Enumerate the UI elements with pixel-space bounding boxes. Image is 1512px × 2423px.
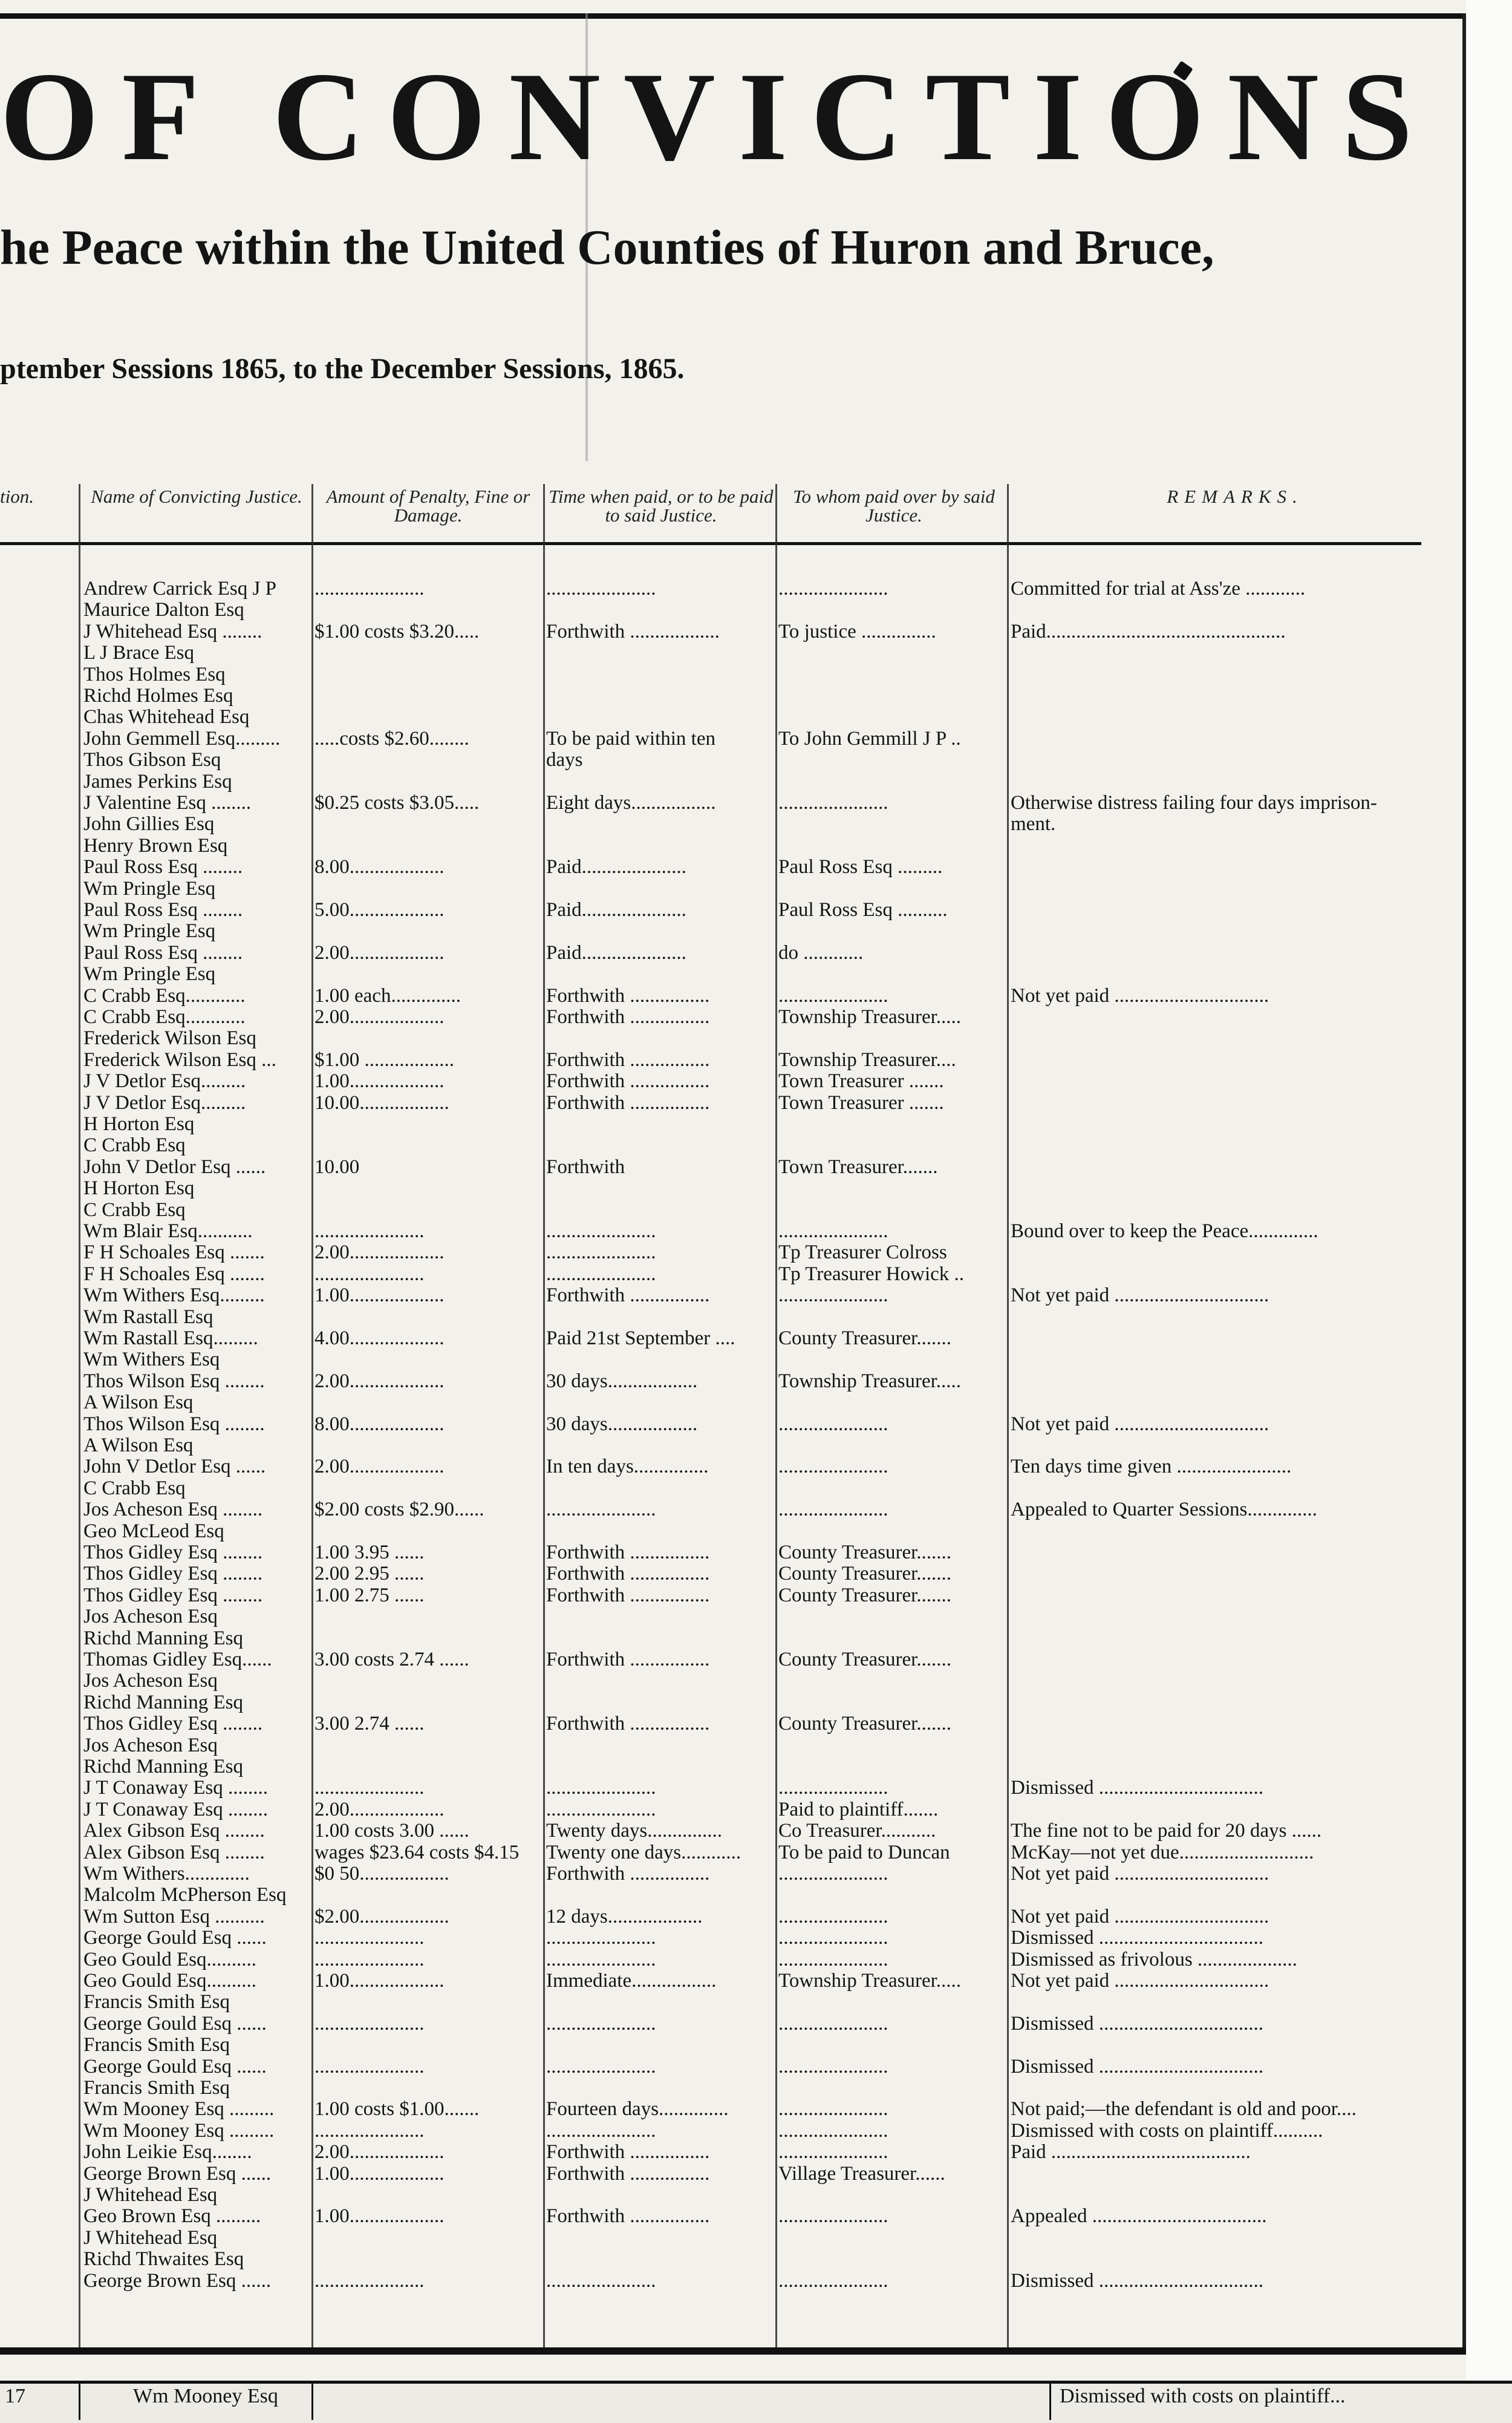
table-cell-whom: ...................... [778, 578, 888, 600]
header-offence: tion. [0, 486, 34, 507]
table-cell-whom: ...................... [778, 2056, 888, 2078]
table-cell-whom: Tp Treasurer Colross [778, 1241, 947, 1263]
table-cell-whom: County Treasurer....... [778, 1649, 952, 1670]
table-cell-time: ...................... [546, 1241, 656, 1263]
table-cell-amount: 2.00................... [314, 1241, 445, 1263]
table-cell-justice: George Gould Esq ...... [83, 2056, 267, 2078]
table-cell-amount: 1.00 costs 3.00 ...... [314, 1820, 469, 1842]
column-divider [311, 484, 313, 2347]
table-cell-time: Forthwith ................ [546, 1092, 710, 1114]
table-cell-amount: ...................... [314, 2056, 425, 2078]
table-cell-justice: George Gould Esq ...... [83, 1927, 267, 1949]
header-remarks: REMARKS. [1167, 486, 1303, 507]
table-cell-justice: J Whitehead Esq [83, 2227, 218, 2249]
table-cell-time: Forthwith ................ [546, 1584, 710, 1606]
table-cell-remarks: Ten days time given ....................... [1011, 1456, 1292, 1477]
table-cell-amount: 1.00 2.75 ...... [314, 1584, 425, 1606]
table-cell-time: Forthwith ................ [546, 1542, 710, 1563]
footer-number: 17 [5, 2385, 25, 2407]
table-cell-justice: Richd Manning Esq [83, 1627, 243, 1649]
table-cell-amount: 1.00 3.95 ...... [314, 1542, 425, 1563]
table-cell-amount: 3.00 costs 2.74 ...... [314, 1649, 469, 1670]
table-cell-amount: 1.00................... [314, 2205, 445, 2227]
table-cell-remarks: McKay—not yet due........................... [1011, 1842, 1314, 1863]
page-margin [1466, 0, 1512, 2420]
table-cell-amount: $2.00.................. [314, 1906, 449, 1928]
header-justice: Name of Convicting Justice. [91, 486, 302, 507]
table-cell-remarks: Paid ........................................ [1011, 2141, 1251, 2163]
table-cell-remarks: Paid................................................ [1011, 621, 1286, 643]
table-cell-justice: Richd Thwaites Esq [83, 2248, 244, 2270]
table-cell-time: Forthwith ................ [546, 2141, 710, 2163]
table-cell-justice: Geo Gould Esq.......... [83, 1949, 256, 1970]
table-cell-justice: A Wilson Esq [83, 1391, 194, 1413]
table-cell-time: days [546, 749, 583, 771]
table-cell-amount: 2.00 2.95 ...... [314, 1563, 425, 1584]
table-cell-time: 12 days................... [546, 1906, 703, 1928]
page-title: OF CONVICTIONS [0, 47, 1436, 187]
table-cell-whom: ...................... [778, 1777, 888, 1799]
table-cell-justice: Francis Smith Esq [83, 2034, 230, 2056]
table-cell-time: Forthwith ................ [546, 1006, 710, 1028]
table-cell-whom: County Treasurer....... [778, 1542, 952, 1563]
table-cell-whom: County Treasurer....... [778, 1584, 952, 1606]
table-cell-time: To be paid within ten [546, 728, 715, 750]
table-cell-amount: 2.00................... [314, 1006, 445, 1028]
table-cell-whom: Township Treasurer.... [778, 1049, 956, 1071]
table-cell-whom: Village Treasurer...... [778, 2163, 945, 2185]
table-cell-whom: To justice ............... [778, 621, 936, 643]
table-cell-justice: Geo Gould Esq.......... [83, 1970, 256, 1992]
table-cell-whom: ...................... [778, 985, 888, 1007]
table-cell-whom: ...................... [778, 1949, 888, 1970]
table-cell-whom: ...................... [778, 1906, 888, 1928]
table-cell-whom: ...................... [778, 1863, 888, 1885]
table-cell-time: Forthwith ................ [546, 1070, 710, 1092]
table-cell-justice: George Brown Esq ...... [83, 2270, 272, 2292]
table-cell-amount: ...................... [314, 2270, 425, 2292]
table-cell-remarks: Not yet paid ............................... [1011, 1906, 1269, 1928]
table-cell-justice: Wm Blair Esq........... [83, 1220, 253, 1242]
table-cell-justice: J V Detlor Esq......... [83, 1070, 246, 1092]
table-cell-remarks: Not yet paid ............................... [1011, 1284, 1269, 1306]
table-cell-amount: $1.00 .................. [314, 1049, 454, 1071]
table-cell-amount: $0.25 costs $3.05..... [314, 792, 480, 814]
header-rule [0, 542, 1421, 545]
table-cell-justice: Henry Brown Esq [83, 835, 228, 857]
table-cell-amount: 1.00 each.............. [314, 985, 461, 1007]
table-cell-whom: Town Treasurer ....... [778, 1070, 944, 1092]
table-cell-amount: wages $23.64 costs $4.15 [314, 1842, 520, 1863]
table-cell-justice: J Whitehead Esq ........ [83, 621, 262, 643]
table-cell-amount: 2.00................... [314, 2141, 445, 2163]
table-cell-whom: ...................... [778, 2098, 888, 2120]
table-cell-justice: Wm Pringle Esq [83, 920, 216, 942]
table-cell-justice: Richd Holmes Esq [83, 685, 233, 707]
table-cell-justice: John Leikie Esq........ [83, 2141, 252, 2163]
table-cell-time: Forthwith ................ [546, 1284, 710, 1306]
table-cell-time: Paid..................... [546, 899, 686, 921]
table-cell-justice: Alex Gibson Esq ........ [83, 1820, 265, 1842]
table-cell-whom: ...................... [778, 2120, 888, 2142]
table-cell-justice: J Whitehead Esq [83, 2184, 218, 2206]
table-cell-amount: 1.00................... [314, 1070, 445, 1092]
table-cell-time: ...................... [546, 1927, 656, 1949]
table-cell-justice: J Valentine Esq ........ [83, 792, 252, 814]
table-cell-amount: $0 50.................. [314, 1863, 449, 1885]
table-cell-justice: Francis Smith Esq [83, 2077, 230, 2099]
table-cell-justice: C Crabb Esq [83, 1134, 186, 1156]
table-cell-remarks: Committed for trial at Ass'ze ............ [1011, 578, 1306, 600]
table-cell-justice: Wm Withers Esq [83, 1349, 220, 1370]
table-cell-amount: 10.00 [314, 1156, 360, 1178]
table-cell-justice: Chas Whitehead Esq [83, 706, 250, 728]
table-cell-time: Forthwith ................ [546, 2163, 710, 2185]
table-cell-amount: ...................... [314, 1777, 425, 1799]
table-cell-time: 30 days.................. [546, 1370, 698, 1392]
table-cell-time: ...................... [546, 578, 656, 600]
table-cell-justice: Wm Rastall Esq......... [83, 1327, 258, 1349]
table-cell-justice: Richd Manning Esq [83, 1756, 243, 1777]
table-cell-justice: C Crabb Esq............ [83, 1006, 246, 1028]
table-cell-whom: Town Treasurer....... [778, 1156, 938, 1178]
column-divider [79, 484, 80, 2347]
table-cell-amount: 1.00 costs $1.00....... [314, 2098, 480, 2120]
table-cell-amount: 2.00................... [314, 1456, 445, 1477]
table-cell-remarks: Dismissed ................................. [1011, 2270, 1264, 2292]
bottom-rule [0, 2347, 1466, 2355]
table-cell-whom: Paid to plaintiff....... [778, 1799, 939, 1820]
table-cell-whom: Tp Treasurer Howick .. [778, 1263, 965, 1285]
table-cell-time: Forthwith ................ [546, 1649, 710, 1670]
table-cell-time: Twenty days............... [546, 1820, 722, 1842]
table-cell-whom: ...................... [778, 1927, 888, 1949]
table-cell-justice: Paul Ross Esq ........ [83, 942, 243, 964]
table-cell-time: ...................... [546, 1499, 656, 1520]
table-cell-justice: Richd Manning Esq [83, 1692, 243, 1713]
table-cell-justice: Thos Gidley Esq ........ [83, 1563, 263, 1584]
table-cell-justice: Wm Withers Esq......... [83, 1284, 265, 1306]
table-cell-amount: 2.00................... [314, 1799, 445, 1820]
table-cell-amount: 1.00................... [314, 1284, 445, 1306]
table-cell-justice: F H Schoales Esq ....... [83, 1263, 265, 1285]
table-cell-amount: ...................... [314, 1949, 425, 1970]
table-cell-whom: ...................... [778, 1284, 888, 1306]
table-cell-time: Forthwith ................ [546, 1049, 710, 1071]
period-line: ptember Sessions 1865, to the December Sessions, 1865. [0, 353, 685, 385]
header-time: Time when paid, or to be paid to said Justice. [549, 486, 774, 526]
header-amount: Amount of Penalty, Fine or Damage. [326, 486, 530, 526]
table-cell-justice: Thos Holmes Esq [83, 664, 226, 685]
table-cell-justice: J V Detlor Esq......... [83, 1092, 246, 1114]
table-cell-justice: Paul Ross Esq ........ [83, 899, 243, 921]
table-cell-remarks: Appealed to Quarter Sessions.............. [1011, 1499, 1317, 1520]
table-cell-justice: George Brown Esq ...... [83, 2163, 272, 2185]
table-cell-time: Forthwith [546, 1156, 625, 1178]
table-cell-whom: To be paid to Duncan [778, 1842, 950, 1863]
table-cell-remarks: Dismissed ................................. [1011, 1777, 1264, 1799]
table-cell-whom: Paul Ross Esq .......... [778, 899, 948, 921]
table-cell-time: Paid..................... [546, 856, 686, 878]
table-cell-time: In ten days............... [546, 1456, 709, 1477]
table-cell-justice: Wm Pringle Esq [83, 878, 216, 900]
table-cell-justice: Jos Acheson Esq [83, 1670, 218, 1692]
table-cell-justice: Malcolm McPherson Esq [83, 1884, 287, 1906]
table-cell-remarks: Dismissed as frivolous .................... [1011, 1949, 1297, 1970]
table-cell-whom: Township Treasurer..... [778, 1370, 962, 1392]
table-cell-remarks: The fine not to be paid for 20 days ...... [1011, 1820, 1322, 1842]
table-cell-remarks: Otherwise distress failing four days imprison- [1011, 792, 1377, 814]
table-cell-whom: Township Treasurer..... [778, 1970, 962, 1992]
table-cell-justice: John V Detlor Esq ...... [83, 1456, 266, 1477]
table-cell-justice: Geo McLeod Esq [83, 1520, 224, 1542]
footer-remarks: Dismissed with costs on plaintiff... [1060, 2385, 1346, 2407]
table-cell-amount: 1.00................... [314, 2163, 445, 2185]
table-cell-justice: Thos Gidley Esq ........ [83, 1542, 263, 1563]
table-cell-justice: Thomas Gidley Esq...... [83, 1649, 272, 1670]
table-cell-whom: County Treasurer....... [778, 1563, 952, 1584]
table-cell-justice: Wm Mooney Esq ......... [83, 2098, 275, 2120]
table-cell-justice: H Horton Esq [83, 1177, 195, 1199]
table-cell-time: Fourteen days.............. [546, 2098, 729, 2120]
table-cell-amount: 8.00................... [314, 1413, 445, 1435]
table-cell-justice: James Perkins Esq [83, 771, 232, 793]
table-cell-whom: To John Gemmill J P .. [778, 728, 961, 750]
table-cell-whom: ...................... [778, 2013, 888, 2035]
table-cell-amount: ...................... [314, 2013, 425, 2035]
table-cell-time: Forthwith .................. [546, 621, 720, 643]
table-cell-justice: A Wilson Esq [83, 1434, 194, 1456]
table-cell-time: Paid 21st September .... [546, 1327, 735, 1349]
table-cell-remarks: ment. [1011, 813, 1056, 835]
table-cell-time: Forthwith ................ [546, 2205, 710, 2227]
header-whom: To whom paid over by said Justice. [793, 486, 995, 526]
table-cell-whom: Township Treasurer..... [778, 1006, 962, 1028]
table-cell-whom: ...................... [778, 1413, 888, 1435]
table-cell-justice: Alex Gibson Esq ........ [83, 1842, 265, 1863]
table-cell-remarks: Bound over to keep the Peace.............. [1011, 1220, 1318, 1242]
table-cell-justice: Geo Brown Esq ......... [83, 2205, 261, 2227]
right-border [1462, 13, 1466, 2349]
table-cell-time: ...................... [546, 2056, 656, 2078]
table-cell-time: Forthwith ................ [546, 985, 710, 1007]
table-cell-time: ...................... [546, 1799, 656, 1820]
table-cell-justice: Andrew Carrick Esq J P [83, 578, 276, 600]
table-cell-amount: ...................... [314, 1263, 425, 1285]
table-cell-amount: 1.00................... [314, 1970, 445, 1992]
table-cell-time: ...................... [546, 1777, 656, 1799]
table-cell-whom: County Treasurer....... [778, 1713, 952, 1735]
table-cell-remarks: Dismissed ................................. [1011, 2013, 1264, 2035]
table-cell-time: Forthwith ................ [546, 1563, 710, 1584]
table-cell-amount: 10.00.................. [314, 1092, 449, 1114]
table-cell-time: ...................... [546, 1949, 656, 1970]
page-subtitle: he Peace within the United Counties of Huron and Bruce, [0, 220, 1214, 275]
table-cell-amount: 3.00 2.74 ...... [314, 1713, 425, 1735]
table-cell-whom: Paul Ross Esq ......... [778, 856, 943, 878]
table-cell-justice: Wm Mooney Esq ......... [83, 2120, 275, 2142]
table-cell-amount: ...................... [314, 1220, 425, 1242]
table-cell-amount: ...................... [314, 1927, 425, 1949]
table-cell-remarks: Appealed ................................... [1011, 2205, 1267, 2227]
table-cell-justice: Jos Acheson Esq [83, 1606, 218, 1627]
table-cell-time: Eight days................. [546, 792, 716, 814]
table-cell-amount: ...................... [314, 2120, 425, 2142]
table-cell-justice: C Crabb Esq [83, 1199, 186, 1221]
table-cell-justice: Thos Gidley Esq ........ [83, 1584, 263, 1606]
table-cell-time: Forthwith ................ [546, 1713, 710, 1735]
table-cell-justice: Francis Smith Esq [83, 1991, 230, 2013]
table-cell-justice: Paul Ross Esq ........ [83, 856, 243, 878]
table-cell-amount: 8.00................... [314, 856, 445, 878]
table-cell-justice: J T Conaway Esq ........ [83, 1777, 268, 1799]
table-cell-remarks: Not yet paid ............................... [1011, 1863, 1269, 1885]
table-cell-justice: C Crabb Esq [83, 1477, 186, 1499]
table-cell-amount: 5.00................... [314, 899, 445, 921]
table-cell-whom: ...................... [778, 1220, 888, 1242]
table-cell-time: Paid..................... [546, 942, 686, 964]
table-cell-justice: John Gillies Esq [83, 813, 215, 835]
table-cell-remarks: Dismissed ................................. [1011, 2056, 1264, 2078]
table-cell-justice: C Crabb Esq............ [83, 985, 246, 1007]
table-cell-whom: Town Treasurer ....... [778, 1092, 944, 1114]
table-cell-time: Immediate................. [546, 1970, 717, 1992]
table-cell-remarks: Not yet paid ............................... [1011, 985, 1269, 1007]
table-cell-whom: Co Treasurer........... [778, 1820, 936, 1842]
table-cell-justice: Frederick Wilson Esq [83, 1027, 256, 1049]
table-cell-remarks: Dismissed ................................. [1011, 1927, 1264, 1949]
table-cell-whom: ...................... [778, 1499, 888, 1520]
table-cell-amount: $2.00 costs $2.90...... [314, 1499, 484, 1520]
table-cell-justice: L J Brace Esq [83, 642, 194, 664]
table-cell-justice: Thos Gibson Esq [83, 749, 221, 771]
table-cell-amount: $1.00 costs $3.20..... [314, 621, 480, 643]
table-cell-amount: 2.00................... [314, 1370, 445, 1392]
table-cell-remarks: Not yet paid ............................... [1011, 1970, 1269, 1992]
table-cell-remarks: Dismissed with costs on plaintiff.......... [1011, 2120, 1323, 2142]
table-cell-justice: Jos Acheson Esq [83, 1735, 218, 1756]
table-cell-justice: Thos Wilson Esq ........ [83, 1370, 265, 1392]
table-cell-amount: 2.00................... [314, 942, 445, 964]
table-cell-time: Twenty one days............ [546, 1842, 741, 1863]
table-cell-amount: ...................... [314, 578, 425, 600]
table-cell-time: 30 days.................. [546, 1413, 698, 1435]
table-cell-justice: Thos Gidley Esq ........ [83, 1713, 263, 1735]
table-cell-justice: Jos Acheson Esq ........ [83, 1499, 263, 1520]
top-rule [0, 13, 1464, 19]
table-cell-whom: County Treasurer....... [778, 1327, 952, 1349]
column-divider [79, 2381, 80, 2420]
table-cell-justice: J T Conaway Esq ........ [83, 1799, 268, 1820]
table-cell-justice: H Horton Esq [83, 1113, 195, 1135]
table-cell-justice: John Gemmell Esq......... [83, 728, 281, 750]
footer-justice: Wm Mooney Esq [133, 2385, 278, 2407]
column-divider [1049, 2381, 1051, 2420]
table-cell-justice: F H Schoales Esq ....... [83, 1241, 265, 1263]
table-cell-justice: Wm Sutton Esq .......... [83, 1906, 265, 1928]
table-cell-whom: ...................... [778, 792, 888, 814]
table-cell-justice: Wm Withers............. [83, 1863, 250, 1885]
column-divider [311, 2381, 313, 2420]
table-cell-time: ...................... [546, 1263, 656, 1285]
table-cell-justice: Wm Pringle Esq [83, 963, 216, 985]
column-divider [775, 484, 777, 2347]
table-cell-whom: ...................... [778, 2141, 888, 2163]
table-cell-time: ...................... [546, 2120, 656, 2142]
table-cell-whom: ...................... [778, 2205, 888, 2227]
table-cell-justice: Frederick Wilson Esq ... [83, 1049, 276, 1071]
table-cell-time: ...................... [546, 2013, 656, 2035]
table-cell-remarks: Not paid;—the defendant is old and poor.... [1011, 2098, 1357, 2120]
table-cell-whom: ...................... [778, 2270, 888, 2292]
table-cell-time: ...................... [546, 2270, 656, 2292]
table-cell-whom: ...................... [778, 1456, 888, 1477]
table-cell-justice: Wm Rastall Esq [83, 1306, 213, 1328]
table-cell-justice: Thos Wilson Esq ........ [83, 1413, 265, 1435]
table-cell-justice: John V Detlor Esq ...... [83, 1156, 266, 1178]
table-cell-time: ...................... [546, 1220, 656, 1242]
column-divider [1007, 484, 1009, 2347]
column-divider [543, 484, 545, 2347]
table-cell-justice: Maurice Dalton Esq [83, 599, 244, 621]
table-cell-amount: 4.00................... [314, 1327, 445, 1349]
table-cell-remarks: Not yet paid ............................... [1011, 1413, 1269, 1435]
table-cell-whom: do ............ [778, 942, 864, 964]
table-cell-time: Forthwith ................ [546, 1863, 710, 1885]
table-cell-justice: George Gould Esq ...... [83, 2013, 267, 2035]
table-cell-amount: .....costs $2.60........ [314, 728, 469, 750]
